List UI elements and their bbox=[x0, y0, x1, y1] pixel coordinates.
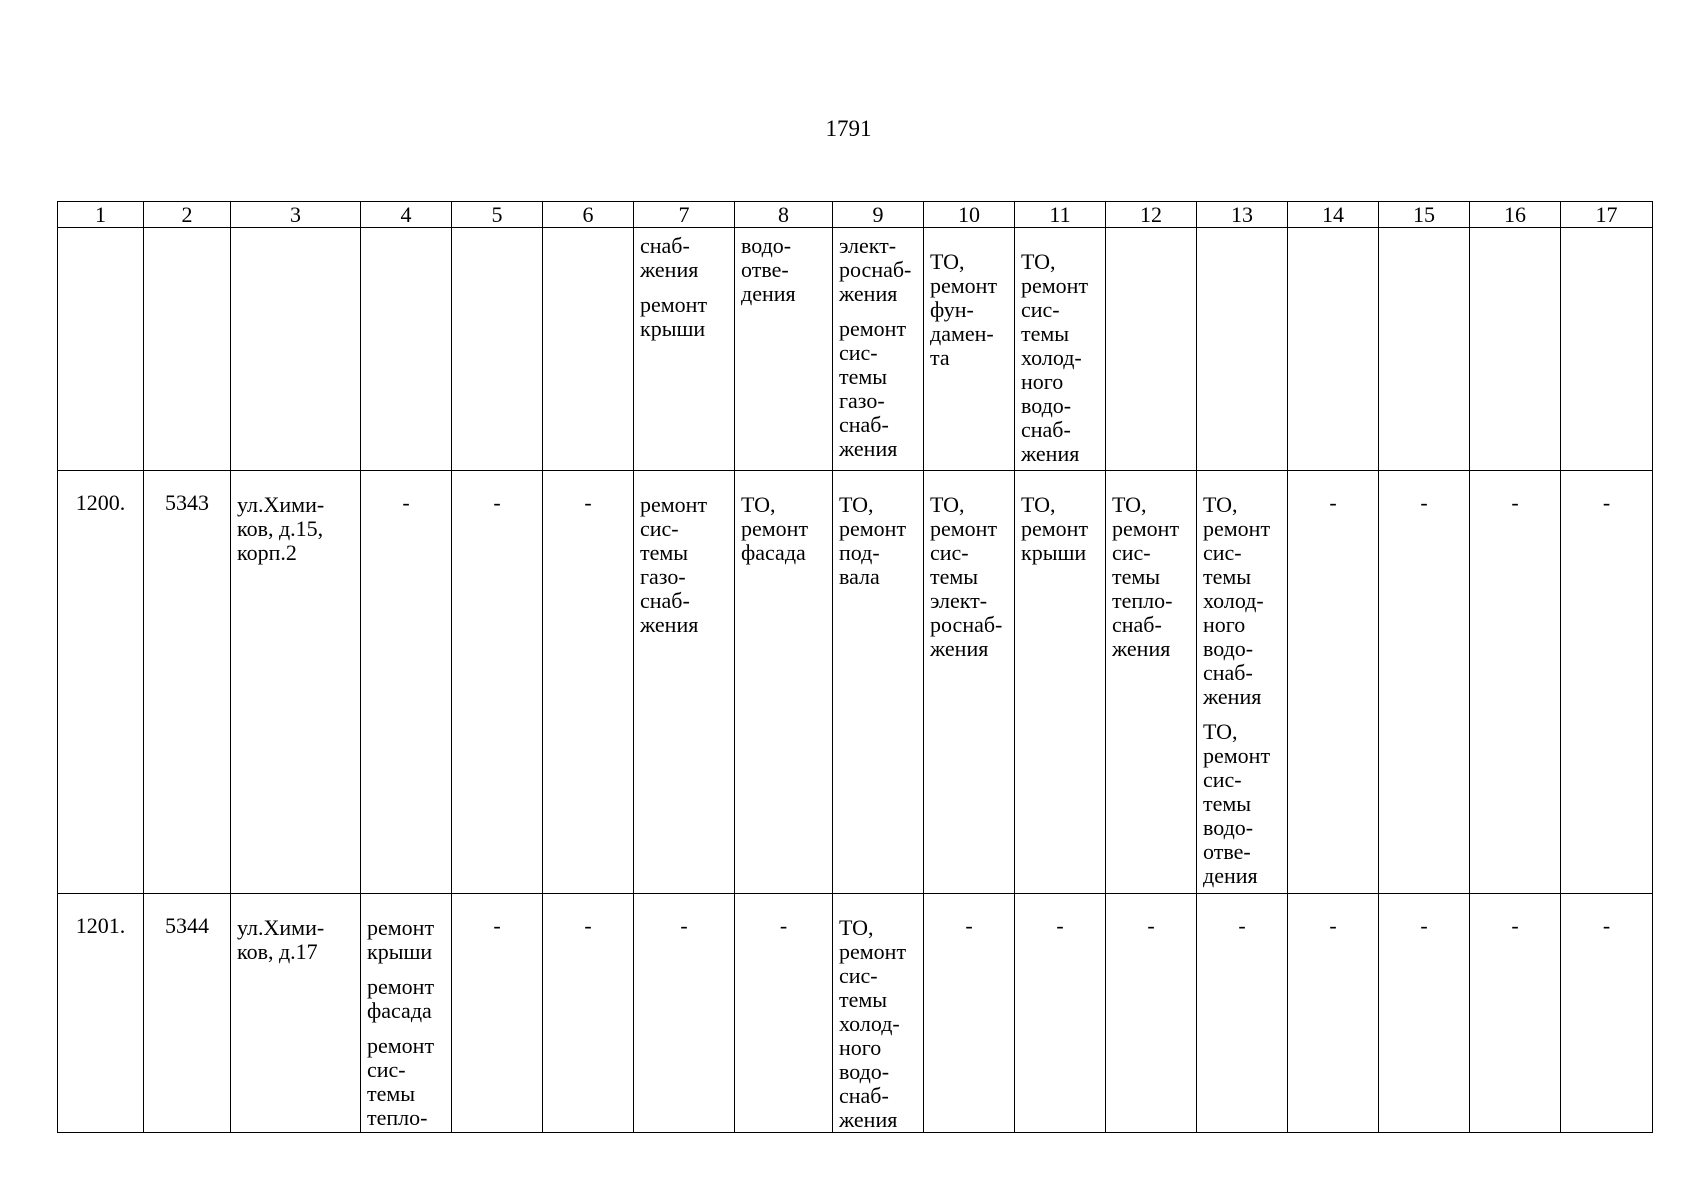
table-cell bbox=[735, 894, 833, 1133]
column-number: 10 bbox=[924, 202, 1015, 228]
empty-dash: - bbox=[584, 490, 592, 515]
column-number-row bbox=[58, 202, 1653, 228]
table-cell bbox=[231, 471, 361, 894]
table-cell bbox=[1561, 471, 1653, 894]
work-item: ТО, ремонт сис- темы водо- отве- дения bbox=[1203, 719, 1271, 888]
work-item: ремонт сис- темы газо- снаб- жения bbox=[839, 316, 907, 461]
table-cell bbox=[1197, 894, 1288, 1133]
table-cell bbox=[1470, 471, 1561, 894]
table-cell bbox=[735, 471, 833, 894]
table-cell bbox=[58, 228, 144, 471]
work-list bbox=[833, 228, 923, 461]
work-item: ТО, ремонт под- вала bbox=[839, 492, 907, 589]
row-number: 1201. bbox=[75, 913, 126, 938]
column-number: 17 bbox=[1561, 202, 1653, 228]
table-cell bbox=[231, 228, 361, 471]
work-list bbox=[735, 471, 832, 565]
table-cell bbox=[1470, 894, 1561, 1133]
table-cell bbox=[543, 894, 634, 1133]
column-number: 15 bbox=[1379, 202, 1470, 228]
empty-dash: - bbox=[584, 913, 592, 938]
work-list bbox=[1106, 471, 1196, 661]
table-cell bbox=[634, 471, 735, 894]
empty-dash: - bbox=[402, 490, 410, 515]
table-cell bbox=[1470, 228, 1561, 471]
empty-dash: - bbox=[965, 913, 973, 938]
empty-dash: - bbox=[1602, 913, 1611, 938]
empty-dash: - bbox=[779, 913, 788, 938]
table-cell bbox=[1288, 471, 1379, 894]
column-number: 11 bbox=[1015, 202, 1106, 228]
empty-dash: - bbox=[1511, 490, 1519, 515]
table-cell bbox=[1561, 228, 1653, 471]
work-item: ТО, ремонт сис- темы холод- ного водо- снаб- жения bbox=[1021, 249, 1089, 466]
table-cell bbox=[144, 471, 231, 894]
work-item: ТО, ремонт крыши bbox=[1021, 492, 1089, 565]
table-cell bbox=[452, 228, 543, 471]
building-code: 5344 bbox=[165, 913, 209, 938]
table-cell bbox=[58, 894, 144, 1133]
table-cell bbox=[1288, 228, 1379, 471]
work-list bbox=[634, 471, 734, 637]
work-item: ремонт крыши bbox=[367, 915, 435, 964]
table-cell bbox=[634, 894, 735, 1133]
column-number: 8 bbox=[735, 202, 833, 228]
table-cell bbox=[361, 471, 452, 894]
empty-dash: - bbox=[1056, 913, 1064, 938]
work-item: ТО, ремонт сис- темы элект- роснаб- жения bbox=[930, 492, 1003, 661]
building-code: 5343 bbox=[165, 490, 209, 515]
table-cell bbox=[1015, 894, 1106, 1133]
column-number: 13 bbox=[1197, 202, 1288, 228]
table-cell bbox=[361, 228, 452, 471]
work-list bbox=[833, 471, 923, 589]
work-list bbox=[1015, 228, 1105, 466]
empty-dash: - bbox=[1329, 913, 1337, 938]
empty-dash: - bbox=[1420, 490, 1428, 515]
table-cell bbox=[1561, 894, 1653, 1133]
work-list bbox=[1197, 471, 1287, 888]
address: ул.Хими- ков, д.15, корп.2 bbox=[237, 492, 325, 565]
work-list bbox=[1015, 471, 1105, 565]
work-list bbox=[634, 228, 734, 341]
table-cell bbox=[543, 471, 634, 894]
empty-dash: - bbox=[1147, 913, 1155, 938]
table-cell bbox=[1106, 228, 1197, 471]
table-cell bbox=[1015, 228, 1106, 471]
row-number: 1200. bbox=[75, 490, 126, 515]
work-item: ремонт сис- темы газо- снаб- жения bbox=[640, 492, 708, 637]
work-list bbox=[924, 228, 1014, 370]
table-cell bbox=[924, 228, 1015, 471]
works-table bbox=[57, 201, 1653, 1133]
table-row-continuation bbox=[58, 228, 1653, 471]
table-cell bbox=[452, 471, 543, 894]
work-item: водо- отве- дения bbox=[741, 233, 796, 306]
empty-dash: - bbox=[493, 490, 501, 515]
column-number: 3 bbox=[231, 202, 361, 228]
table-cell bbox=[924, 894, 1015, 1133]
work-item: ТО, ремонт фасада bbox=[741, 492, 809, 565]
empty-dash: - bbox=[1511, 913, 1519, 938]
table-cell bbox=[1379, 228, 1470, 471]
table-row bbox=[58, 471, 1653, 894]
work-list bbox=[833, 894, 923, 1132]
table-row bbox=[58, 894, 1653, 1133]
table-cell bbox=[1197, 228, 1288, 471]
table-cell bbox=[543, 228, 634, 471]
work-item: ТО, ремонт фун- дамен- та bbox=[930, 249, 998, 370]
table-cell bbox=[1379, 471, 1470, 894]
table-cell bbox=[833, 471, 924, 894]
work-list bbox=[924, 471, 1014, 661]
table-cell bbox=[634, 228, 735, 471]
table-cell bbox=[833, 894, 924, 1133]
column-number: 14 bbox=[1288, 202, 1379, 228]
column-number: 4 bbox=[361, 202, 452, 228]
work-item: ремонт крыши bbox=[640, 292, 708, 341]
work-item: элект- роснаб- жения bbox=[839, 233, 912, 306]
table-cell bbox=[833, 228, 924, 471]
work-item: снаб- жения bbox=[640, 233, 699, 282]
column-number: 6 bbox=[543, 202, 634, 228]
empty-dash: - bbox=[1329, 490, 1337, 515]
table-cell bbox=[144, 228, 231, 471]
work-list bbox=[735, 228, 832, 306]
empty-dash: - bbox=[1238, 913, 1246, 938]
column-number: 2 bbox=[144, 202, 231, 228]
empty-dash: - bbox=[680, 913, 688, 938]
empty-dash: - bbox=[493, 913, 501, 938]
work-item: ТО, ремонт сис- темы тепло- снаб- жения bbox=[1112, 492, 1180, 661]
page-number: 1791 bbox=[825, 116, 872, 141]
table-cell bbox=[924, 471, 1015, 894]
work-item: ТО, ремонт сис- темы холод- ного водо- снаб- жения bbox=[1203, 492, 1271, 709]
work-item: ТО, ремонт сис- темы холод- ного водо- снаб- жения bbox=[839, 915, 907, 1132]
column-number: 7 bbox=[634, 202, 735, 228]
work-item: ремонт фасада bbox=[367, 974, 435, 1023]
table-cell bbox=[1197, 471, 1288, 894]
table-cell bbox=[144, 894, 231, 1133]
table-cell bbox=[1106, 894, 1197, 1133]
table-cell bbox=[1288, 894, 1379, 1133]
address: ул.Хими- ков, д.17 bbox=[237, 915, 325, 964]
work-list bbox=[361, 894, 451, 1130]
table-cell bbox=[231, 894, 361, 1133]
table-cell bbox=[452, 894, 543, 1133]
empty-dash: - bbox=[1420, 913, 1428, 938]
table-cell bbox=[58, 471, 144, 894]
column-number: 16 bbox=[1470, 202, 1561, 228]
table-cell bbox=[1015, 471, 1106, 894]
column-number: 1 bbox=[58, 202, 144, 228]
table-cell bbox=[735, 228, 833, 471]
column-number: 9 bbox=[833, 202, 924, 228]
table-cell bbox=[1106, 471, 1197, 894]
table-cell bbox=[1379, 894, 1470, 1133]
empty-dash: - bbox=[1602, 490, 1611, 515]
work-item: ремонт сис- темы тепло- bbox=[367, 1033, 435, 1130]
column-number: 12 bbox=[1106, 202, 1197, 228]
column-number: 5 bbox=[452, 202, 543, 228]
table-cell bbox=[361, 894, 452, 1133]
